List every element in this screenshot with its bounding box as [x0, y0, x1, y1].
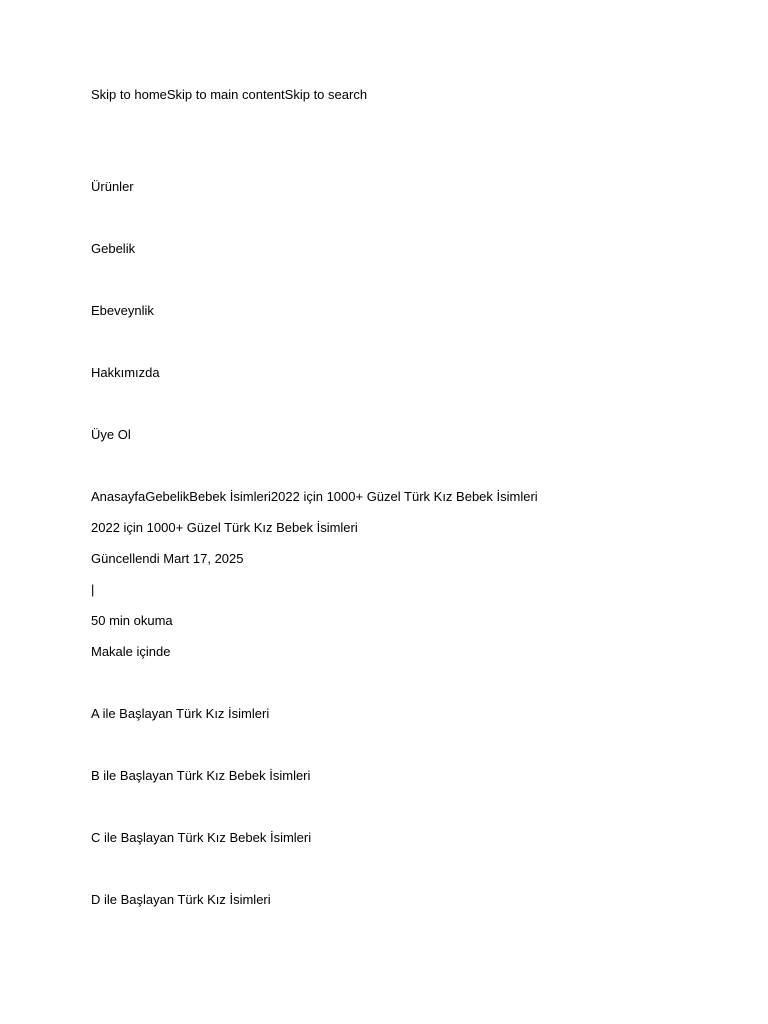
toc-item-a[interactable]: A ile Başlayan Türk Kız İsimleri — [91, 706, 270, 721]
toc-item-b[interactable]: B ile Başlayan Türk Kız Bebek İsimleri — [91, 768, 311, 783]
toc-item-c[interactable]: C ile Başlayan Türk Kız Bebek İsimleri — [91, 830, 312, 845]
skip-to-main-content-link[interactable]: Skip to main content — [166, 87, 285, 102]
updated-date: Güncellendi Mart 17, 2025 — [91, 551, 244, 566]
toc-item-d[interactable]: D ile Başlayan Türk Kız İsimleri — [91, 892, 271, 907]
skip-links — [91, 87, 367, 103]
skip-to-search-link[interactable]: Skip to search — [284, 87, 368, 102]
skip-to-home-link[interactable]: Skip to home — [91, 87, 167, 102]
page-title: 2022 için 1000+ Güzel Türk Kız Bebek İsimleri — [91, 520, 358, 535]
nav-item-ebeveynlik[interactable]: Ebeveynlik — [91, 303, 154, 318]
nav-item-urunler[interactable]: Ürünler — [91, 179, 134, 194]
breadcrumb — [91, 489, 538, 505]
toc-heading: Makale içinde — [91, 644, 171, 659]
nav-item-gebelik[interactable]: Gebelik — [91, 241, 136, 256]
breadcrumb-item-anasayfa[interactable]: Anasayfa — [91, 489, 146, 504]
meta-separator: | — [91, 582, 95, 597]
nav-item-hakkimizda[interactable]: Hakkımızda — [91, 365, 160, 380]
read-time: 50 min okuma — [91, 613, 173, 628]
nav-item-uye-ol[interactable]: Üye Ol — [91, 427, 131, 442]
breadcrumb-item-bebek-isimleri[interactable]: Bebek İsimleri — [189, 489, 271, 504]
breadcrumb-item-current: 2022 için 1000+ Güzel Türk Kız Bebek İsimleri — [270, 489, 538, 504]
breadcrumb-item-gebelik[interactable]: Gebelik — [145, 489, 190, 504]
